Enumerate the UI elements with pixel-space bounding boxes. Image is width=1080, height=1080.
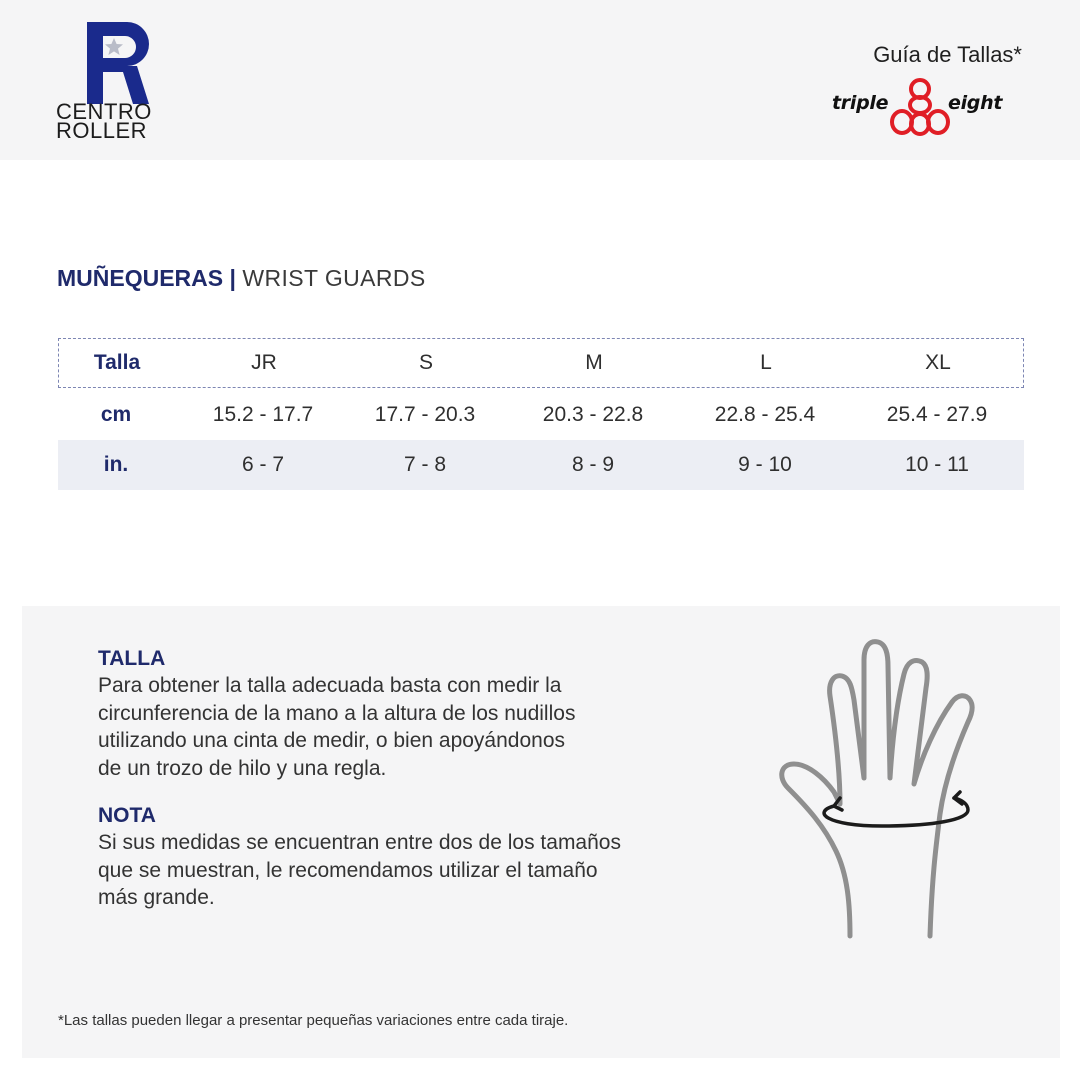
- cm-value-s: 17.7 - 20.3: [374, 403, 476, 426]
- nota-line: más grande.: [98, 886, 215, 909]
- cm-value-m: 20.3 - 22.8: [542, 403, 644, 426]
- size-header-jr: JR: [251, 351, 277, 374]
- size-header-l: L: [760, 351, 772, 374]
- triple-eight-logo: [830, 78, 1020, 138]
- brand-word-eight: eight: [948, 92, 1003, 114]
- header: [0, 0, 1080, 160]
- logo-text-line1: CENTRO: [56, 99, 152, 124]
- info-panel: [22, 606, 1060, 1058]
- size-table: [58, 338, 1024, 490]
- size-header-label: Talla: [93, 351, 141, 374]
- section-title: [57, 265, 426, 292]
- centro-roller-logo: [54, 20, 184, 142]
- logo-text-line2: ROLLER: [56, 118, 148, 143]
- nota-line: Si sus medidas se encuentran entre dos de los tamaños: [98, 831, 621, 854]
- nota-info: [98, 803, 758, 912]
- nota-line: que se muestran, le recomendamos utilizar el tamaño: [98, 858, 598, 882]
- size-header-xl: XL: [925, 351, 951, 374]
- in-value-xl: 10 - 11: [905, 453, 969, 476]
- size-header-s: S: [418, 351, 433, 374]
- r-star-logo-icon: [87, 22, 149, 104]
- in-value-s: 7 - 8: [403, 453, 447, 476]
- in-value-jr: 6 - 7: [241, 453, 285, 476]
- talla-line: de un trozo de hilo y una regla.: [98, 756, 387, 780]
- talla-info: [98, 646, 758, 782]
- size-table-header-row: [58, 338, 1024, 388]
- in-value-m: 8 - 9: [571, 453, 615, 476]
- cm-value-xl: 25.4 - 27.9: [886, 403, 988, 426]
- brand-word-triple: triple: [832, 92, 889, 114]
- cm-value-jr: 15.2 - 17.7: [212, 403, 314, 426]
- cm-value-l: 22.8 - 25.4: [714, 403, 816, 426]
- section-title-es: MUÑEQUERAS |: [57, 265, 236, 291]
- nota-heading: NOTA: [98, 804, 156, 827]
- footnote: *Las tallas pueden llegar a presentar pequeñas variaciones entre cada tiraje.: [58, 1012, 569, 1029]
- size-guide-title: Guía de Tallas*: [873, 42, 1022, 67]
- section-title-en: WRIST GUARDS: [242, 265, 426, 291]
- table-row-in: [58, 440, 1024, 490]
- talla-line: utilizando una cinta de medir, o bien apoyándonos: [98, 729, 566, 752]
- size-header-m: M: [585, 351, 603, 374]
- triple-eight-wheels-icon: [888, 78, 952, 138]
- in-value-l: 9 - 10: [738, 453, 792, 476]
- hand-measure-icon: [772, 636, 992, 946]
- row-label-cm: cm: [100, 403, 132, 426]
- table-row-cm: [58, 390, 1024, 440]
- talla-line: Para obtener la talla adecuada basta con medir la: [98, 674, 562, 697]
- talla-line: circunferencia de la mano a la altura de los nudillos: [98, 701, 576, 725]
- talla-heading: TALLA: [98, 647, 166, 670]
- row-label-in: in.: [103, 453, 129, 476]
